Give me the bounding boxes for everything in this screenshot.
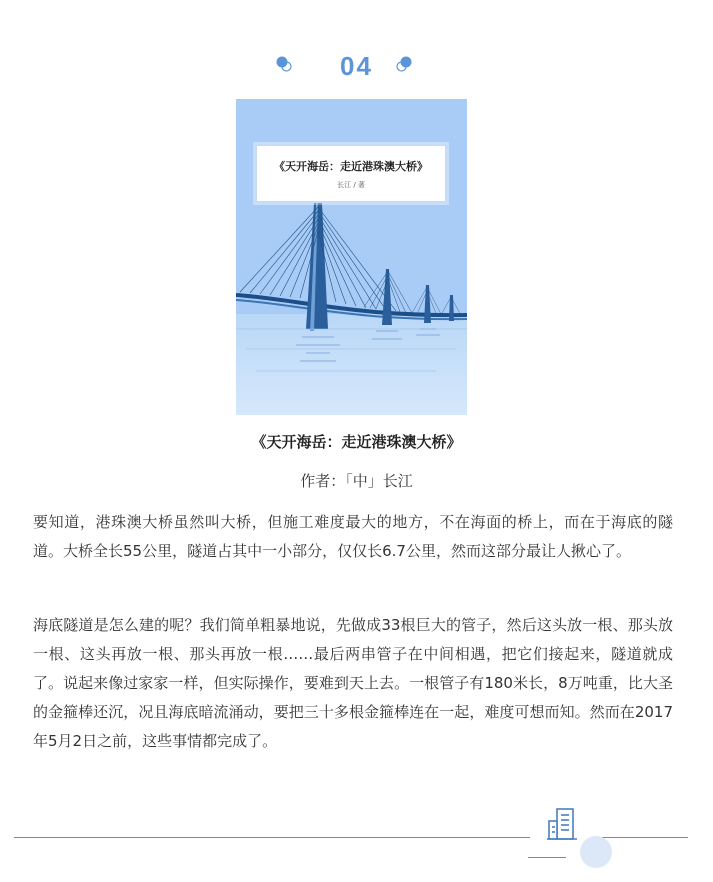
decorative-dot-icon xyxy=(396,56,412,72)
book-author: 作者：「中」长江 xyxy=(300,472,413,490)
cover-author: 长江 / 著 xyxy=(337,181,365,189)
body-paragraph: 海底隧道是怎么建的呢？我们简单粗暴地说，先做成33根巨大的管子，然后这头放一根、那头放一根、这头再放一根、那头再放一根……最后两串管子在中间相遇，把它们接起来，隧道就成了。说起来像过家家一样，但实际操作，要难到天上去。一根管子有180米长，8万吨重，比大圣的金箍棒还沉，况且海底暗流涌动，要把三十多根金箍棒连在一起，难度可想而知。然而在2017年5月2日之前，这些事情都完成了。 xyxy=(33,616,673,750)
section-number-header xyxy=(0,50,713,86)
footer-divider xyxy=(528,857,566,858)
cover-title: 《天开海岳：走近港珠澳大桥》 xyxy=(274,160,428,173)
cover-title-box xyxy=(256,145,446,202)
body-paragraph: 要知道，港珠澳大桥虽然叫大桥，但施工难度最大的地方，不在海面的桥上，而在于海底的隧道。大桥全长55公里，隧道占其中一小部分，仅仅长6.7公里，然而这部分最让人揪心了。 xyxy=(33,513,673,560)
footer-divider xyxy=(14,837,530,838)
building-icon xyxy=(545,807,581,843)
footer-decorative-circle xyxy=(580,836,612,868)
book-title: 《天开海岳：走近港珠澳大桥》 xyxy=(251,433,462,451)
section-number: 04 xyxy=(340,51,373,81)
footer-divider xyxy=(600,837,688,838)
book-cover-image xyxy=(236,99,467,415)
